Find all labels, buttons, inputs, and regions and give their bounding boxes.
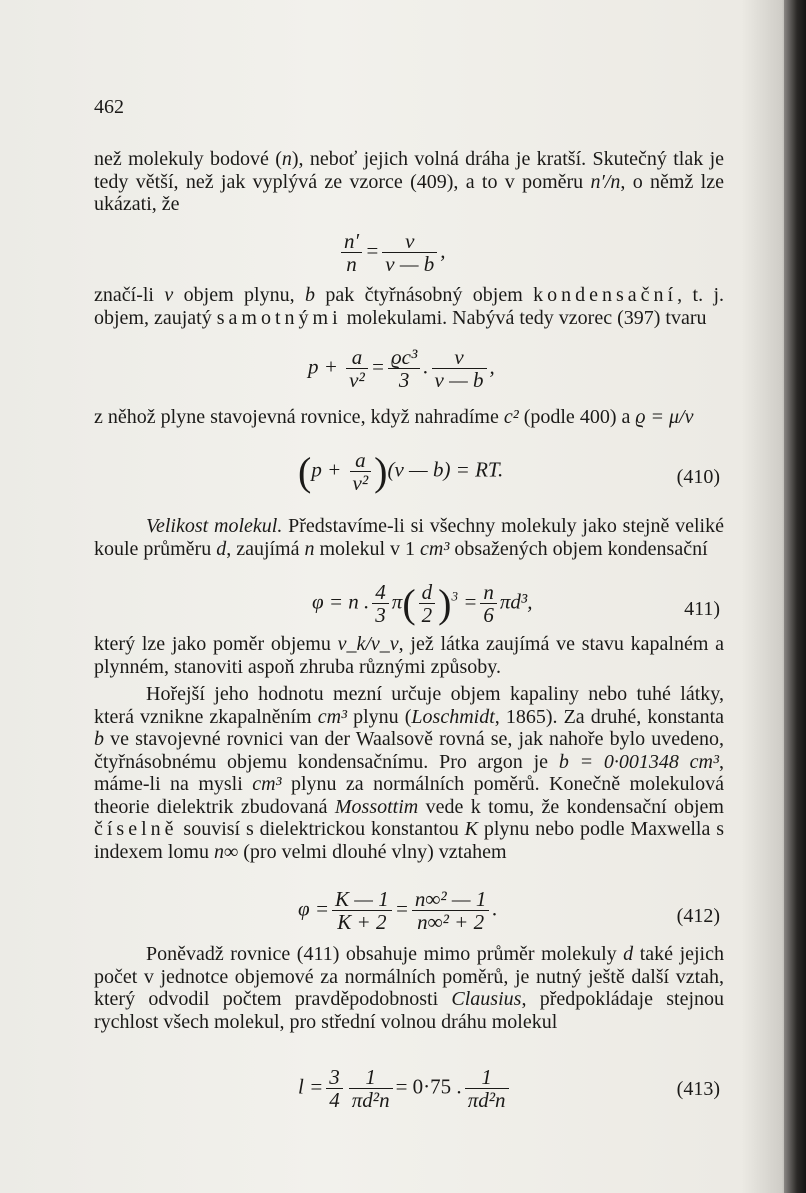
equation-number-411: 411) (684, 598, 720, 620)
paragraph-7: Poněvadž rovnice (411) obsahuje mimo průměr molekuly d také jejich počet v jednotce objemové za normálních poměrů, je nutný ještě další vztah, který odvodil počtem pravděpodobnosti Clausius, předpokládaje stejnou rychlost všech molekul, pro střední volnou dráhu molekul (94, 943, 724, 1033)
paragraph-5: který lze jako poměr objemu v_k/v_v, jež látka zaujímá ve stavu kapalném a plynném, stanoviti aspoň zhruba různými způsoby. (94, 633, 724, 678)
page-number: 462 (94, 96, 124, 118)
equation-410: (p + $\frac{a}{\text{v²}}$ )(v — b) = RT. (298, 448, 504, 495)
paragraph-3: z něhož plyne stavojevná rovnice, když nahradíme c² (podle 400) a ϱ = μ/v (94, 406, 694, 428)
equation-411: φ = n . $\frac{4}{3}$ π( $\frac{d}{2}$ )$^3$ = $\frac{n}{6}$ πd³, (312, 580, 533, 627)
equation-number-413: (413) (676, 1078, 720, 1100)
equation-ratio: $\frac{n'}{n}$ = $\frac{v}{v — b}$ , (338, 230, 446, 275)
equation-412: φ = $\frac{K — 1}{K + 2}$ = $\frac{\text{n∞² — 1}}{\text{n∞² + 2}}$ . (298, 887, 498, 934)
paragraph-1: než molekuly bodové (n), neboť jejich volná dráha je kratší. Skutečný tlak je tedy větší, než jak vyplývá ze vzorce (409), a to v poměru n′/n, o němž lze ukázati, že (94, 148, 724, 215)
paragraph-2: značí-li v objem plynu, b pak čtyřnásobný objem kondensační, t. j. objem, zaujatý samotnými molekulami. Nabývá tedy vzorec (397) tvaru (94, 284, 725, 329)
paragraph-6: Hořejší jeho hodnotu mezní určuje objem kapaliny nebo tuhé látky, která vznikne zkapalněním cm³ plynu (Loschmidt, 1865). Za druhé, konstanta b ve stavojevné rovnici van der Waalsově rovná se, jak nahoře bylo uvedeno, čtyřnásobnému objemu kondensačnímu. Pro argon je b = 0·001348 cm³, máme-li na mysli cm³ plynu za normálních poměrů. Konečně molekulová theorie dielektrik zbudovaná Mossottim vede k tomu, že kondensační objem číselně souvisí s dielektrickou konstantou K plynu nebo podle Maxwella s indexem lomu n∞ (pro velmi dlouhé vlny) vztahem (94, 683, 725, 863)
equation-number-412: (412) (676, 905, 720, 927)
equation-413: l = $\frac{3}{4}$ $\frac{1}{\text{πd²n}}$ = 0·75 . $\frac{1}{\text{πd²n}}$ (298, 1066, 512, 1111)
equation-number-410: (410) (676, 466, 720, 488)
book-spine-shadow (784, 0, 806, 1193)
paragraph-4: Velikost molekul. Představíme-li si všechny molekuly jako stejně veliké koule průměru d, zaujímá n molekul v 1 cm³ obsažených objem kondensační (94, 515, 724, 560)
equation-pressure: p + $\frac{a}{\text{v²}}$ = $\frac{\text{ϱc³}}{3}$ . $\frac{v}{v — b}$ , (308, 345, 495, 392)
